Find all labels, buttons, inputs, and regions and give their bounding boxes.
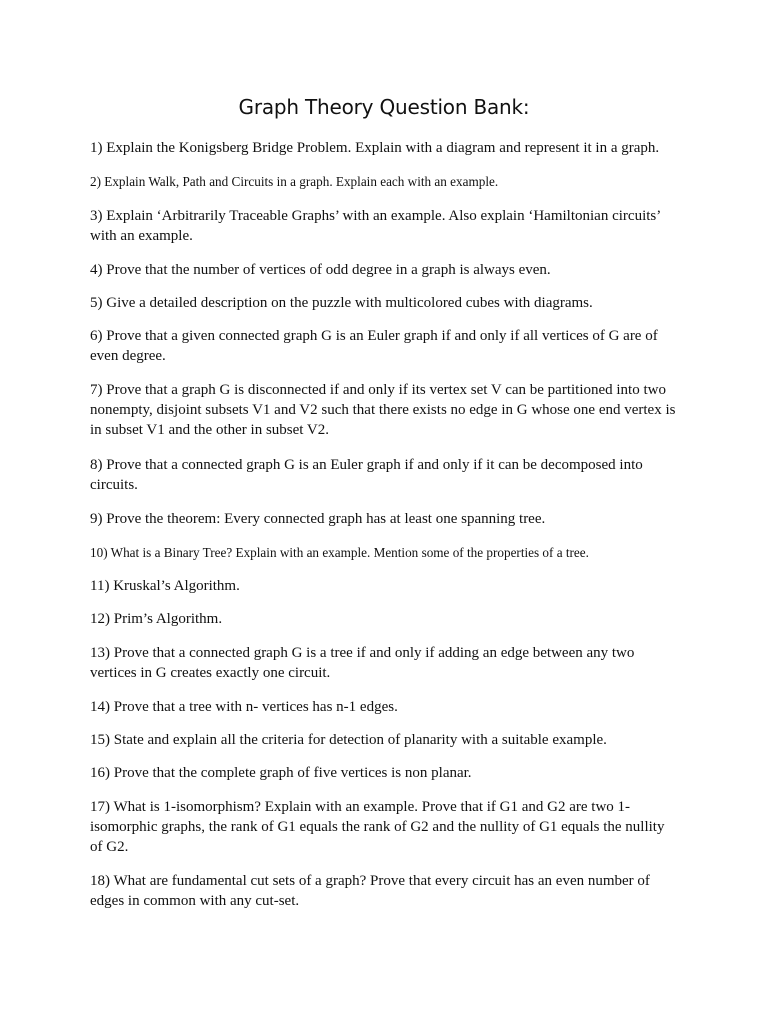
question-11: 11) Kruskal’s Algorithm.: [90, 578, 240, 594]
question-14: 14) Prove that a tree with n- vertices has n-1 edges.: [90, 699, 398, 715]
question-5: 5) Give a detailed description on the puzzle with multicolored cubes with diagrams.: [90, 295, 593, 311]
question-2: 2) Explain Walk, Path and Circuits in a graph. Explain each with an example.: [90, 174, 499, 189]
question-10: 10) What is a Binary Tree? Explain with an example. Mention some of the properties of a tree.: [90, 545, 589, 560]
question-3: 3) Explain ‘Arbitrarily Traceable Graphs’ with an example. Also explain ‘Hamiltonian circuits’ with an example.: [90, 208, 661, 244]
question-4: 4) Prove that the number of vertices of odd degree in a graph is always even.: [90, 262, 551, 278]
question-7: 7) Prove that a graph G is disconnected if and only if its vertex set V can be partitioned into two nonempty, disjoint subsets V1 and V2 such that there exists no edge in G whose one end vertex is in subset V1 and the other in subset V2.: [90, 382, 676, 438]
question-13: 13) Prove that a connected graph G is a tree if and only if adding an edge between any two vertices in G creates exactly one circuit.: [90, 645, 635, 681]
question-9: 9) Prove the theorem: Every connected graph has at least one spanning tree.: [90, 511, 546, 527]
question-6: 6) Prove that a given connected graph G is an Euler graph if and only if all vertices of G are of even degree.: [90, 328, 658, 364]
question-17: 17) What is 1-isomorphism? Explain with an example. Prove that if G1 and G2 are two 1-isomorphic graphs, the rank of G1 equals the rank of G2 and the nullity of G1 equals the nullity of G2.: [90, 799, 665, 855]
question-15: 15) State and explain all the criteria for detection of planarity with a suitable example.: [90, 732, 607, 748]
question-1: 1) Explain the Konigsberg Bridge Problem. Explain with a diagram and represent it in a graph.: [90, 140, 660, 156]
page-title: Graph Theory Question Bank:: [238, 95, 530, 119]
question-8: 8) Prove that a connected graph G is an Euler graph if and only if it can be decomposed into circuits.: [90, 457, 643, 493]
question-12: 12) Prim’s Algorithm.: [90, 611, 223, 627]
question-18: 18) What are fundamental cut sets of a graph? Prove that every circuit has an even number of edges in common with any cut-set.: [90, 873, 650, 909]
question-16: 16) Prove that the complete graph of five vertices is non planar.: [90, 765, 472, 781]
